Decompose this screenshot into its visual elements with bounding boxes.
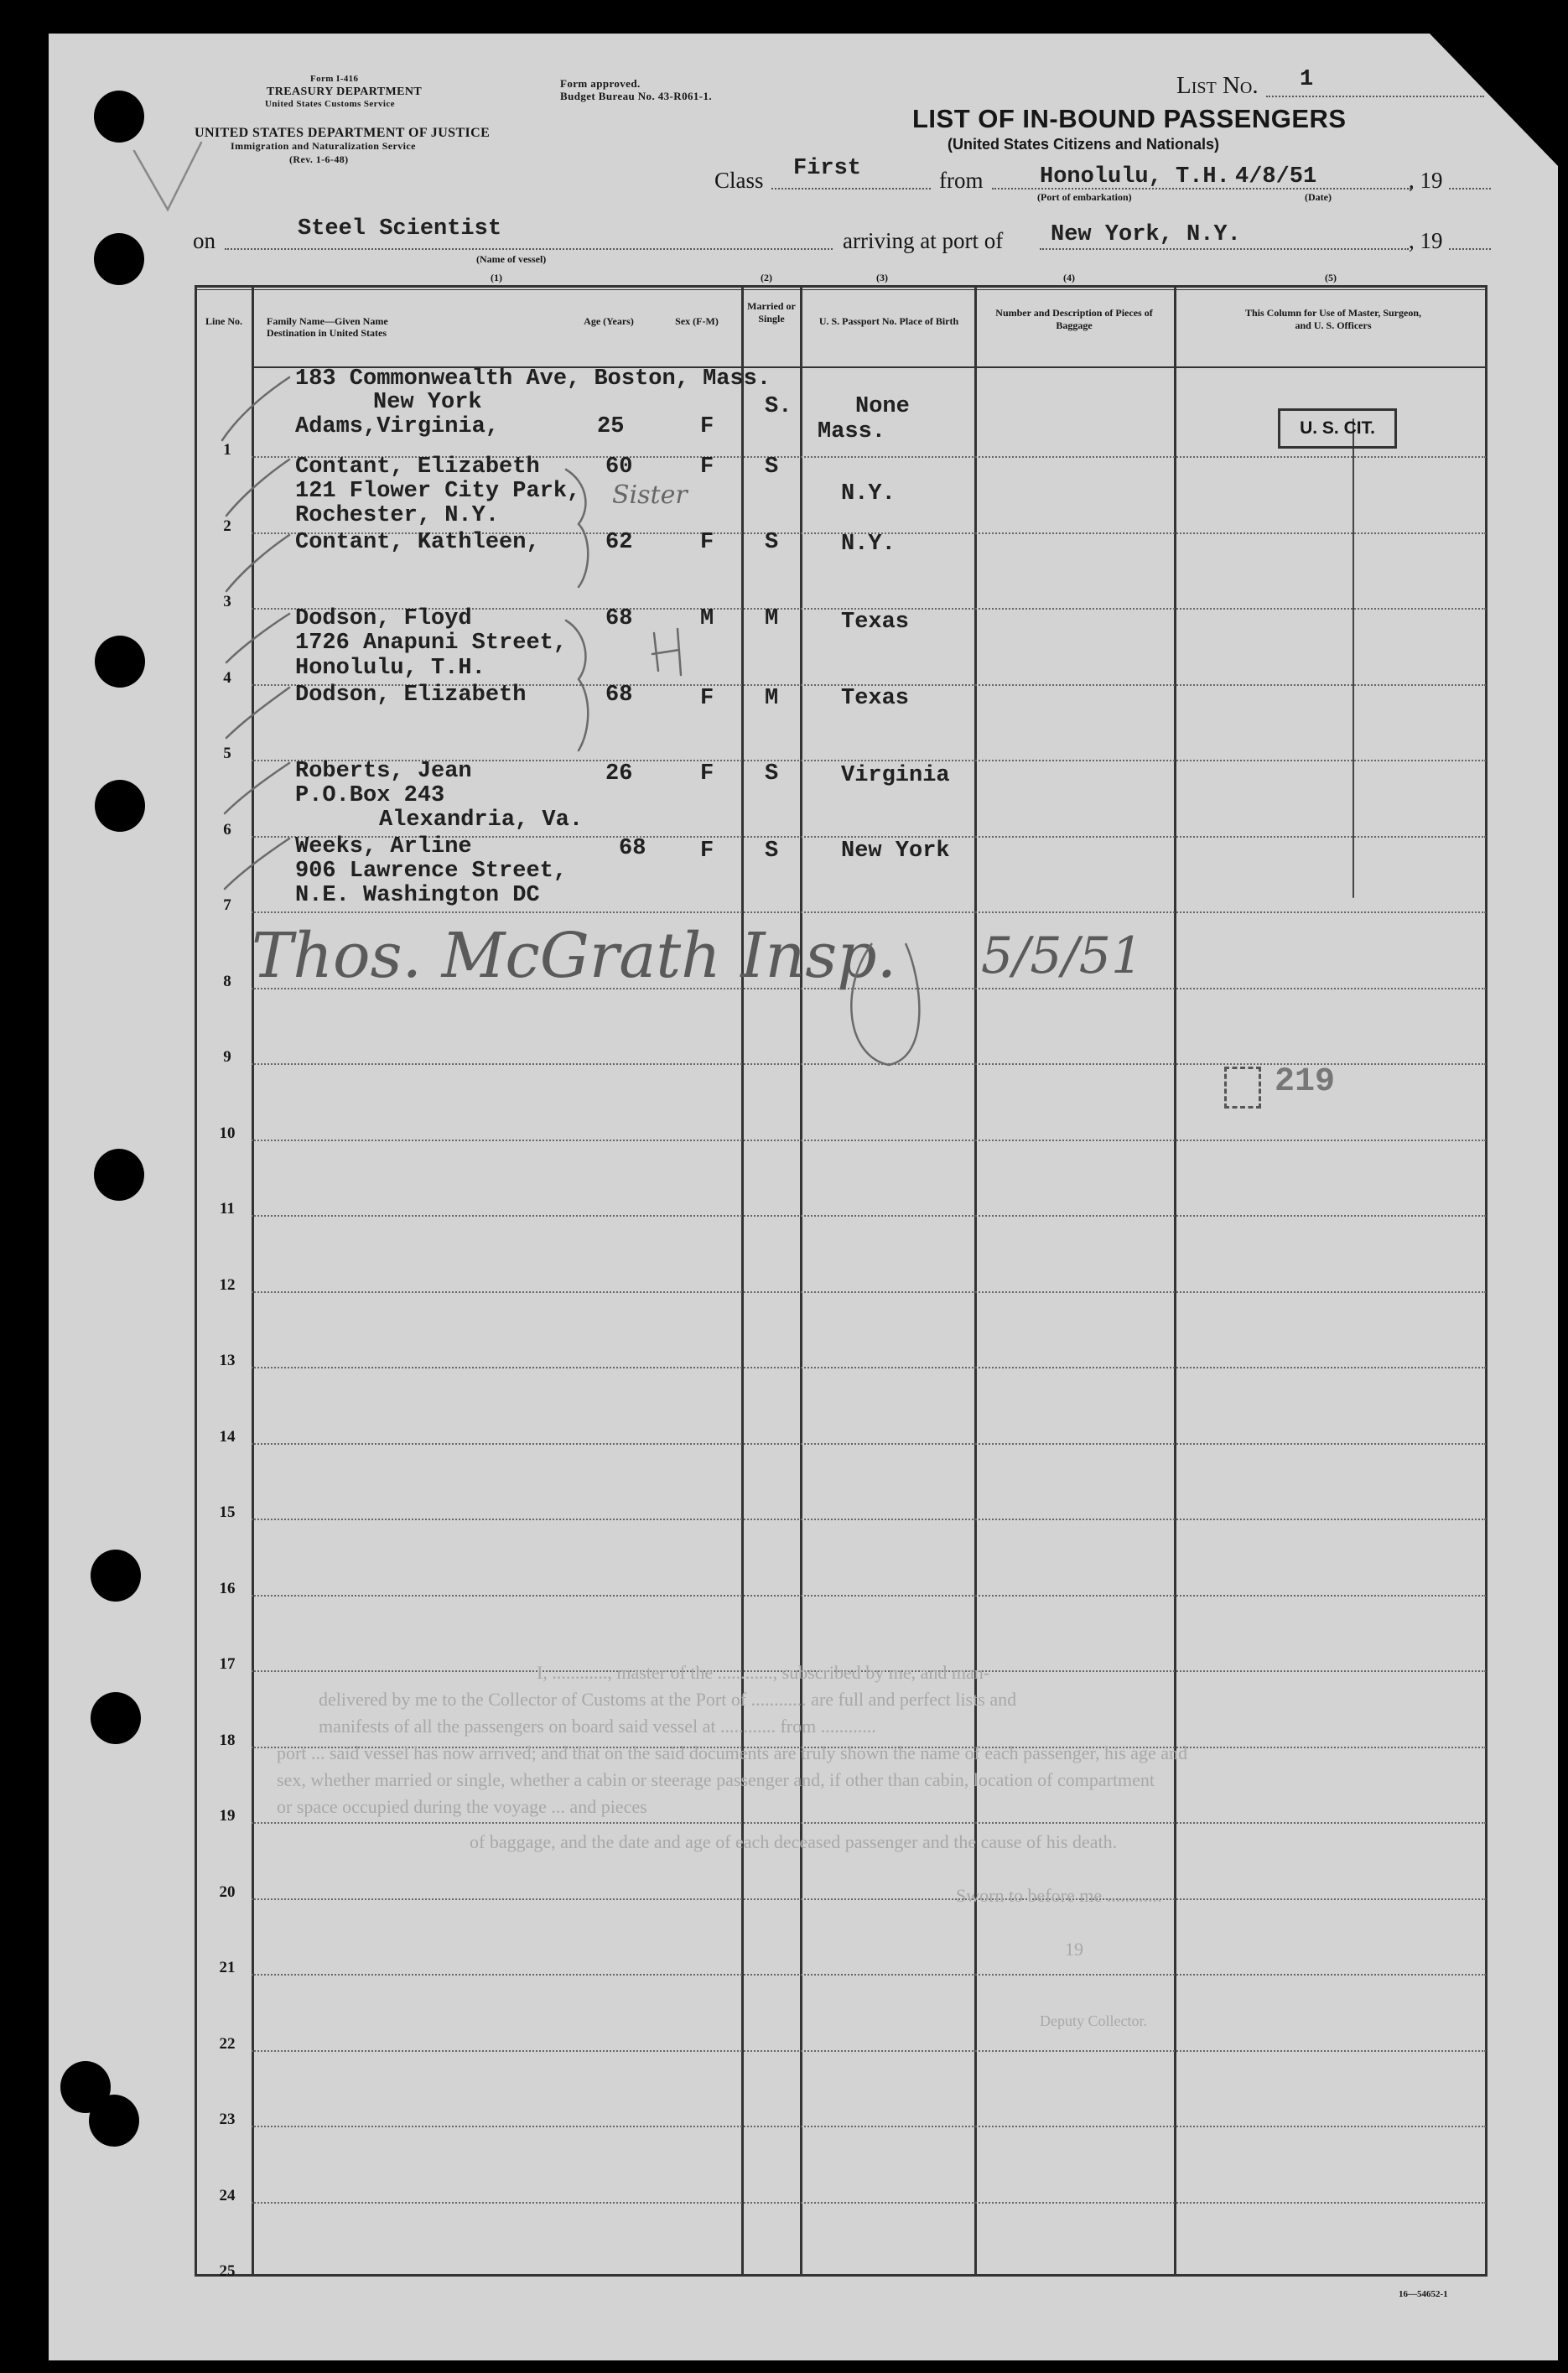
line-number: 21 <box>219 1959 236 1976</box>
line-number: 13 <box>219 1352 236 1369</box>
passport-number: None <box>855 394 910 419</box>
page-title: LIST OF IN-BOUND PASSENGERS <box>912 104 1347 133</box>
dept-treasury: TREASURY DEPARTMENT <box>267 86 423 98</box>
passenger-marital: M <box>765 606 779 631</box>
passenger-age: 62 <box>605 530 633 555</box>
form-number: Form I-416 <box>310 74 359 84</box>
line-number: 4 <box>223 669 231 687</box>
passenger-address: 121 Flower City Park, <box>295 479 581 504</box>
passenger-marital: S <box>765 530 779 555</box>
line-number: 22 <box>219 2035 236 2053</box>
passenger-age: 60 <box>605 454 633 480</box>
line-number: 18 <box>219 1732 236 1749</box>
passenger-sex: F <box>700 686 714 711</box>
passenger-address: P.O.Box 243 <box>295 783 445 808</box>
col-num-4: (4) <box>1063 272 1075 283</box>
stamp-number: 219 <box>1275 1063 1336 1101</box>
passenger-name: Weeks, Arline <box>295 834 472 859</box>
col-header-sex: Sex (F-M) <box>675 315 719 327</box>
passenger-age: 68 <box>605 606 633 631</box>
passenger-age: 25 <box>597 414 625 439</box>
passenger-marital: M <box>765 686 779 711</box>
col-header-officers: This Column for Use of Master, Surgeon, and U. S. Officers <box>1244 307 1421 331</box>
line-number: 3 <box>223 593 231 610</box>
port-embarkation-caption: (Port of embarkation) <box>1037 191 1132 203</box>
passenger-marital: S <box>765 761 779 787</box>
passenger-address: Rochester, N.Y. <box>295 503 500 528</box>
line-number: 19 <box>219 1807 236 1825</box>
col-header-age: Age (Years) <box>584 315 634 327</box>
passenger-address: Honolulu, T.H. <box>295 656 485 681</box>
birth-place: Texas <box>841 610 910 635</box>
revision: (Rev. 1-6-48) <box>289 153 349 165</box>
class-value: First <box>793 156 862 181</box>
passenger-name: Dodson, Elizabeth <box>295 683 527 708</box>
inspector-signature: Thos. McGrath Insp. <box>252 920 897 992</box>
bleed-text: or space occupied during the voyage ... and pieces <box>277 1796 647 1817</box>
line-number: 6 <box>223 821 231 839</box>
passenger-name: Adams,Virginia, <box>295 414 500 439</box>
passenger-name: Roberts, Jean <box>295 759 472 784</box>
line-number: 2 <box>223 517 231 535</box>
col-header-passport: U. S. Passport No. Place of Birth <box>818 315 959 327</box>
year-prefix: , 19 <box>1409 228 1443 253</box>
birth-place: New York <box>841 839 950 864</box>
line-number: 20 <box>219 1883 236 1901</box>
passenger-address: Alexandria, Va. <box>379 807 584 833</box>
vessel-name: Steel Scientist <box>298 216 502 241</box>
bleed-text: sex, whether married or single, whether a cabin or steerage passenger and, if other than cabin, location of compartment <box>277 1769 1155 1790</box>
bleed-text: I, ............, master of the ............, subscribed by me, and man- <box>537 1662 990 1683</box>
budget-bureau: Budget Bureau No. 43-R061-1. <box>560 90 713 102</box>
passenger-address: 183 Commonwealth Ave, Boston, Mass. <box>295 366 771 392</box>
line-number: 16 <box>219 1580 236 1597</box>
passenger-sex: F <box>700 761 714 787</box>
col-header-baggage: Number and Description of Pieces of Baggage <box>995 307 1153 331</box>
arriving-label: arriving at port of <box>843 228 1004 253</box>
list-no-label: List No. <box>1176 72 1259 99</box>
birth-place: Mass. <box>818 419 886 444</box>
passenger-name: Dodson, Floyd <box>295 606 472 631</box>
passenger-age: 68 <box>605 683 633 708</box>
line-number: 8 <box>223 973 231 990</box>
birth-place: Texas <box>841 686 910 711</box>
passenger-address: N.E. Washington DC <box>295 883 540 908</box>
line-number: 25 <box>219 2262 236 2280</box>
line-number: 1 <box>223 441 231 459</box>
col-header-destination: Destination in United States <box>267 327 387 339</box>
passenger-sex: F <box>700 454 714 480</box>
line-number: 9 <box>223 1048 231 1066</box>
line-number: 17 <box>219 1655 236 1673</box>
date-caption: (Date) <box>1305 191 1332 203</box>
line-number: 23 <box>219 2111 236 2128</box>
passenger-sex: F <box>700 530 714 555</box>
footer-print-code: 16—54652-1 <box>1399 2289 1448 2299</box>
signature-date: 5/5/51 <box>981 927 1144 985</box>
passenger-marital: S <box>765 839 779 864</box>
list-no-value: 1 <box>1300 67 1314 92</box>
col-header-married: Married or Single <box>747 300 796 325</box>
col-num-3: (3) <box>876 272 888 283</box>
port-embarkation: Honolulu, T.H. <box>1040 164 1230 190</box>
bleed-text: port ... said vessel has now arrived; and that on the said documents are truly shown the name of each passenger, his age and <box>277 1742 1187 1763</box>
us-citizen-stamp: U. S. CIT. <box>1278 408 1397 449</box>
departure-date: 4/8/51 <box>1235 164 1317 190</box>
bleed-text: delivered by me to the Collector of Customs at the Port of ............ are full and perfect lists and <box>319 1689 1017 1710</box>
col-num-5: (5) <box>1325 272 1337 283</box>
passenger-age: 68 <box>619 836 646 861</box>
bleed-text: Deputy Collector. <box>1040 2012 1147 2029</box>
passenger-address: 1726 Anapuni Street, <box>295 631 568 656</box>
line-number: 14 <box>219 1428 236 1446</box>
arrival-port: New York, N.Y. <box>1051 222 1241 247</box>
sister-note: Sister <box>612 480 688 510</box>
bleed-text: 19 <box>1065 1939 1083 1960</box>
passenger-destination: New York <box>373 390 482 415</box>
birth-place: N.Y. <box>841 481 896 506</box>
line-number: 11 <box>220 1200 235 1218</box>
ins-service: Immigration and Naturalization Service <box>231 140 416 152</box>
col-num-2: (2) <box>761 272 772 283</box>
line-number: 12 <box>219 1276 236 1294</box>
on-label: on <box>193 228 215 253</box>
line-number: 15 <box>219 1503 236 1521</box>
col-header-line-no: Line No. <box>205 315 242 327</box>
birth-place: Virginia <box>841 763 950 788</box>
from-label: from <box>939 168 984 193</box>
page-subtitle: (United States Citizens and Nationals) <box>948 136 1220 153</box>
bleed-text: manifests of all the passengers on board said vessel at ............ from ............ <box>319 1716 876 1737</box>
vessel-caption: (Name of vessel) <box>476 253 547 265</box>
passenger-sex: F <box>700 414 714 439</box>
passenger-name: Contant, Elizabeth <box>295 454 540 480</box>
line-number: 5 <box>223 745 231 762</box>
col-num-1: (1) <box>491 272 502 283</box>
line-number: 10 <box>219 1124 236 1142</box>
line-number: 24 <box>219 2187 236 2204</box>
form-approved: Form approved. <box>560 77 641 90</box>
class-label: Class <box>714 168 764 193</box>
bleed-text: of baggage, and the date and age of each deceased passenger and the cause of his death. <box>470 1831 1118 1852</box>
birth-place: N.Y. <box>841 532 896 557</box>
passenger-name: Contant, Kathleen, <box>295 530 540 555</box>
passenger-address: 906 Lawrence Street, <box>295 859 568 884</box>
passenger-marital: S <box>765 454 779 480</box>
passenger-marital: S. <box>765 394 792 419</box>
line-number: 7 <box>223 896 231 914</box>
passenger-age: 26 <box>605 761 633 787</box>
bleed-text: Sworn to before me ............ <box>956 1885 1162 1906</box>
col-header-name: Family Name—Given Name <box>267 315 388 327</box>
passenger-sex: M <box>700 606 714 631</box>
dept-justice: UNITED STATES DEPARTMENT OF JUSTICE <box>195 126 491 140</box>
stamp-mark <box>1224 1067 1261 1109</box>
customs-service: United States Customs Service <box>265 99 395 109</box>
passenger-sex: F <box>700 839 714 864</box>
year-prefix: , 19 <box>1409 168 1443 193</box>
